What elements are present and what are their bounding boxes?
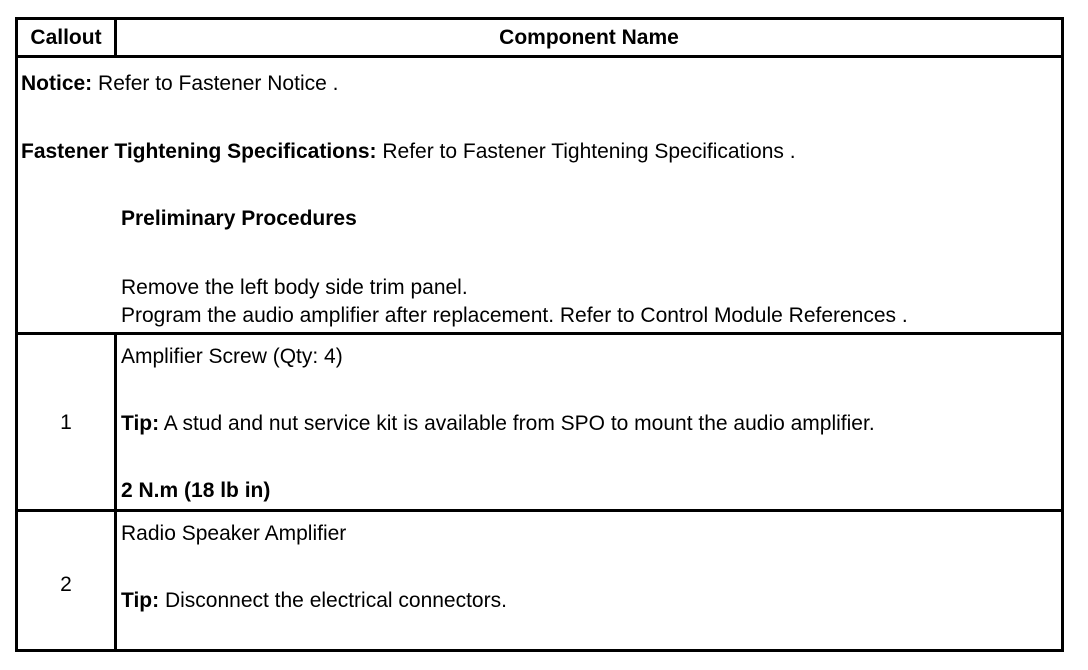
preliminary-step: Remove the left body side trim panel. — [121, 276, 468, 299]
notice-row — [18, 58, 1061, 335]
tip-line — [121, 412, 875, 436]
notice-text: Refer to Fastener Notice . — [92, 72, 339, 95]
table-row — [18, 335, 1061, 512]
callout-column-header: Callout — [18, 20, 117, 55]
tip-label: Tip: — [121, 589, 160, 612]
tip-label: Tip: — [121, 412, 160, 435]
fastener-spec-text: Refer to Fastener Tightening Specifications . — [376, 140, 796, 163]
fastener-spec-line — [21, 140, 796, 164]
torque-spec: 2 N.m (18 lb in) — [121, 479, 271, 502]
table-row — [18, 512, 1061, 649]
callout-cell — [18, 512, 117, 649]
component-name: Radio Speaker Amplifier — [121, 522, 347, 545]
preliminary-step: Program the audio amplifier after replacement. Refer to Control Module References . — [121, 304, 908, 327]
callout-cell — [18, 335, 117, 509]
callout-number: 1 — [60, 411, 72, 434]
component-name-column-header: Component Name — [499, 26, 679, 49]
preliminary-procedures-title: Preliminary Procedures — [121, 207, 357, 230]
tip-text: Disconnect the electrical connectors. — [159, 589, 507, 612]
tip-line — [121, 589, 507, 613]
callout-number: 2 — [60, 573, 72, 596]
component-table — [15, 17, 1064, 652]
table-header-row — [18, 20, 1061, 58]
component-name: Amplifier Screw (Qty: 4) — [121, 345, 343, 368]
notice-label: Notice: — [21, 72, 93, 95]
tip-text: A stud and nut service kit is available from SPO to mount the audio amplifier. — [159, 412, 875, 435]
notice-line — [21, 72, 338, 96]
fastener-spec-label: Fastener Tightening Specifications: — [21, 140, 377, 163]
